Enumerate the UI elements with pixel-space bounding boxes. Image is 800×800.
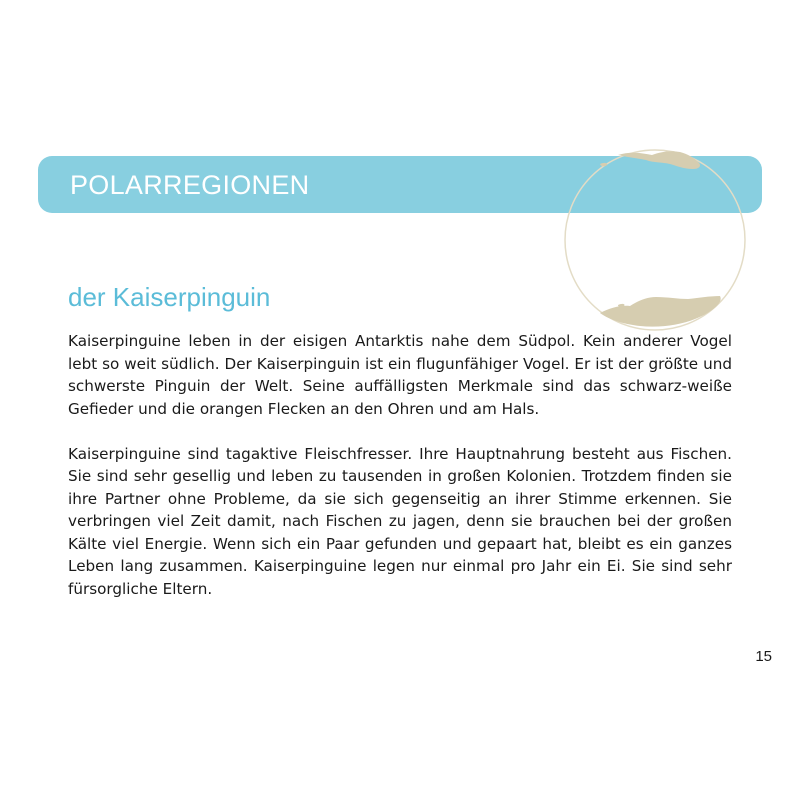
globe-land-north-dot	[600, 163, 607, 166]
article-body	[68, 330, 732, 600]
page-number: 15	[755, 648, 772, 665]
article-title: der Kaiserpinguin	[68, 282, 271, 312]
section-title: POLARREGIONEN	[70, 170, 310, 200]
globe-icon	[560, 145, 750, 335]
article-paragraph: Kaiserpinguine leben in der eisigen Antarktis nahe dem Südpol. Kein anderer Vogel lebt so weit südlich. Der Kaiserpinguin ist ein flugunfähiger Vogel. Er ist der größte und schwerste Pinguin der Welt. Seine auffälligsten Merkmale sind das schwarz-weiße Gefieder und die orangen Flecken an den Ohren und am Hals.	[68, 332, 732, 418]
article-paragraph: Kaiserpinguine sind tagaktive Fleischfresser. Ihre Hauptnahrung besteht aus Fischen. Sie sind sehr gesellig und leben zu tausenden in großen Kolonien. Trotzdem finden sie ihre Partner ohne Probleme, da sie sich gegenseitig an ihrer Stimme erkennen. Sie verbringen viel Zeit damit, nach Fischen zu jagen, denn sie brauchen bei der großen Kälte viel Energie. Wenn sich ein Paar gefunden und gepaart hat, bleibt es ein ganzes Leben lang zusammen. Kaiserpinguine legen nur einmal pro Jahr ein Ei. Sie sind sehr fürsorgliche Eltern.	[68, 444, 732, 598]
globe-land-north	[618, 151, 700, 169]
